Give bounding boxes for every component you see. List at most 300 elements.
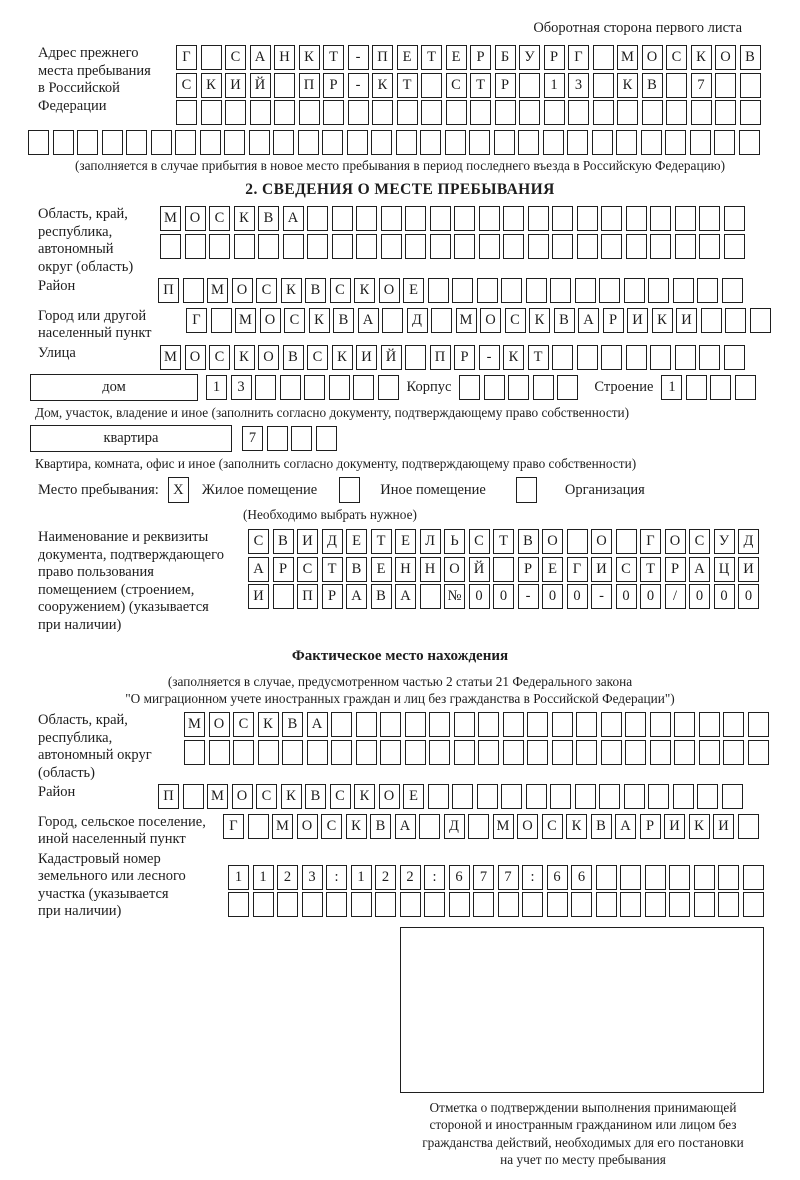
char-box[interactable] bbox=[601, 206, 622, 231]
char-box[interactable]: С bbox=[256, 278, 277, 303]
char-box[interactable] bbox=[739, 130, 760, 155]
char-box[interactable]: У bbox=[519, 45, 540, 70]
char-box[interactable] bbox=[430, 206, 451, 231]
char-box[interactable] bbox=[282, 740, 303, 765]
char-box[interactable]: К bbox=[309, 308, 330, 333]
char-box[interactable] bbox=[567, 130, 588, 155]
char-box[interactable] bbox=[722, 278, 743, 303]
char-box[interactable]: Р bbox=[454, 345, 475, 370]
char-box[interactable]: И bbox=[676, 308, 697, 333]
char-box[interactable] bbox=[519, 73, 540, 98]
char-box[interactable] bbox=[593, 45, 614, 70]
char-box[interactable]: С bbox=[307, 345, 328, 370]
char-box[interactable] bbox=[493, 557, 514, 582]
char-box[interactable]: В bbox=[282, 712, 303, 737]
char-box[interactable]: И bbox=[627, 308, 648, 333]
char-box[interactable] bbox=[420, 584, 441, 609]
char-box[interactable]: К bbox=[529, 308, 550, 333]
char-box[interactable]: О bbox=[542, 529, 563, 554]
char-box[interactable]: 7 bbox=[498, 865, 519, 890]
char-box[interactable] bbox=[743, 865, 764, 890]
char-box[interactable] bbox=[209, 234, 230, 259]
char-box[interactable]: Т bbox=[640, 557, 661, 582]
char-box[interactable]: О bbox=[232, 784, 253, 809]
char-box[interactable]: : bbox=[424, 865, 445, 890]
char-box[interactable]: Й bbox=[250, 73, 271, 98]
char-box[interactable]: О bbox=[232, 278, 253, 303]
char-box[interactable] bbox=[576, 740, 597, 765]
char-box[interactable]: Д bbox=[738, 529, 759, 554]
char-box[interactable]: Т bbox=[470, 73, 491, 98]
char-box[interactable]: К bbox=[689, 814, 710, 839]
char-box[interactable]: 1 bbox=[253, 865, 274, 890]
char-box[interactable] bbox=[273, 130, 294, 155]
char-box[interactable] bbox=[743, 892, 764, 917]
char-box[interactable] bbox=[641, 130, 662, 155]
char-box[interactable]: Р bbox=[544, 45, 565, 70]
char-box[interactable]: К bbox=[354, 784, 375, 809]
char-box[interactable] bbox=[675, 234, 696, 259]
char-box[interactable]: О bbox=[209, 712, 230, 737]
char-box[interactable]: О bbox=[297, 814, 318, 839]
char-box[interactable] bbox=[718, 865, 739, 890]
char-box[interactable]: Д bbox=[322, 529, 343, 554]
char-box[interactable] bbox=[253, 892, 274, 917]
char-box[interactable] bbox=[405, 234, 426, 259]
char-box[interactable]: А bbox=[250, 45, 271, 70]
char-box[interactable] bbox=[575, 278, 596, 303]
char-box[interactable]: О bbox=[379, 784, 400, 809]
char-box[interactable]: Е bbox=[446, 45, 467, 70]
char-box[interactable] bbox=[519, 100, 540, 125]
char-box[interactable]: 2 bbox=[400, 865, 421, 890]
char-box[interactable] bbox=[699, 740, 720, 765]
char-box[interactable]: С bbox=[233, 712, 254, 737]
char-box[interactable] bbox=[332, 234, 353, 259]
char-box[interactable]: И bbox=[664, 814, 685, 839]
char-box[interactable] bbox=[468, 814, 489, 839]
char-box[interactable] bbox=[699, 206, 720, 231]
char-box[interactable] bbox=[209, 740, 230, 765]
char-box[interactable]: 0 bbox=[542, 584, 563, 609]
char-box[interactable] bbox=[431, 308, 452, 333]
char-box[interactable] bbox=[470, 100, 491, 125]
char-box[interactable]: - bbox=[518, 584, 539, 609]
char-box[interactable]: И bbox=[297, 529, 318, 554]
char-box[interactable] bbox=[378, 375, 399, 400]
char-box[interactable] bbox=[273, 584, 294, 609]
char-box[interactable] bbox=[738, 814, 759, 839]
char-box[interactable] bbox=[527, 740, 548, 765]
char-box[interactable]: М bbox=[456, 308, 477, 333]
char-box[interactable] bbox=[326, 892, 347, 917]
char-box[interactable]: М bbox=[207, 278, 228, 303]
char-box[interactable] bbox=[449, 892, 470, 917]
char-box[interactable] bbox=[258, 234, 279, 259]
char-box[interactable]: И bbox=[713, 814, 734, 839]
char-box[interactable]: № bbox=[444, 584, 465, 609]
char-box[interactable] bbox=[228, 892, 249, 917]
char-box[interactable]: Б bbox=[495, 45, 516, 70]
char-box[interactable] bbox=[518, 130, 539, 155]
char-box[interactable] bbox=[592, 130, 613, 155]
char-box[interactable]: С bbox=[297, 557, 318, 582]
char-box[interactable]: 6 bbox=[449, 865, 470, 890]
char-box[interactable]: 1 bbox=[351, 865, 372, 890]
char-box[interactable] bbox=[421, 73, 442, 98]
char-box[interactable]: В bbox=[283, 345, 304, 370]
char-box[interactable] bbox=[699, 234, 720, 259]
char-box[interactable]: С bbox=[542, 814, 563, 839]
char-box[interactable]: Е bbox=[403, 784, 424, 809]
char-box[interactable] bbox=[307, 206, 328, 231]
char-box[interactable] bbox=[645, 892, 666, 917]
char-box[interactable]: 1 bbox=[661, 375, 682, 400]
char-box[interactable] bbox=[686, 375, 707, 400]
char-box[interactable] bbox=[274, 73, 295, 98]
char-box[interactable] bbox=[503, 740, 524, 765]
char-box[interactable] bbox=[494, 130, 515, 155]
char-box[interactable]: К bbox=[281, 784, 302, 809]
char-box[interactable]: Ь bbox=[444, 529, 465, 554]
char-box[interactable] bbox=[356, 712, 377, 737]
char-box[interactable]: С bbox=[616, 557, 637, 582]
char-box[interactable]: Р bbox=[518, 557, 539, 582]
char-box[interactable] bbox=[501, 278, 522, 303]
char-box[interactable] bbox=[380, 712, 401, 737]
char-box[interactable] bbox=[421, 100, 442, 125]
char-box[interactable] bbox=[599, 784, 620, 809]
char-box[interactable]: А bbox=[283, 206, 304, 231]
char-box[interactable] bbox=[323, 100, 344, 125]
char-box[interactable] bbox=[479, 206, 500, 231]
char-box[interactable] bbox=[175, 130, 196, 155]
char-box[interactable]: С bbox=[225, 45, 246, 70]
char-box[interactable] bbox=[267, 426, 288, 451]
char-box[interactable]: А bbox=[615, 814, 636, 839]
char-box[interactable] bbox=[508, 375, 529, 400]
char-box[interactable]: 1 bbox=[206, 375, 227, 400]
char-box[interactable] bbox=[211, 308, 232, 333]
char-box[interactable] bbox=[750, 308, 771, 333]
char-box[interactable]: - bbox=[479, 345, 500, 370]
char-box[interactable] bbox=[522, 892, 543, 917]
char-box[interactable]: : bbox=[326, 865, 347, 890]
char-box[interactable]: В bbox=[591, 814, 612, 839]
char-box[interactable] bbox=[452, 784, 473, 809]
char-box[interactable] bbox=[617, 100, 638, 125]
char-box[interactable]: Р bbox=[470, 45, 491, 70]
char-box[interactable]: А bbox=[689, 557, 710, 582]
char-box[interactable] bbox=[626, 206, 647, 231]
char-box[interactable]: К bbox=[281, 278, 302, 303]
char-box[interactable] bbox=[454, 206, 475, 231]
char-box[interactable] bbox=[697, 278, 718, 303]
char-box[interactable]: М bbox=[184, 712, 205, 737]
char-box[interactable]: О bbox=[185, 345, 206, 370]
char-box[interactable] bbox=[298, 130, 319, 155]
char-box[interactable] bbox=[714, 130, 735, 155]
char-box[interactable]: Н bbox=[274, 45, 295, 70]
char-box[interactable] bbox=[650, 345, 671, 370]
char-box[interactable] bbox=[331, 740, 352, 765]
char-box[interactable]: Е bbox=[395, 529, 416, 554]
char-box[interactable] bbox=[650, 712, 671, 737]
char-box[interactable] bbox=[258, 740, 279, 765]
char-box[interactable] bbox=[577, 234, 598, 259]
char-box[interactable] bbox=[501, 784, 522, 809]
char-box[interactable] bbox=[552, 712, 573, 737]
char-box[interactable] bbox=[620, 865, 641, 890]
char-box[interactable]: С bbox=[209, 345, 230, 370]
char-box[interactable] bbox=[250, 100, 271, 125]
char-box[interactable]: К bbox=[258, 712, 279, 737]
char-box[interactable] bbox=[478, 712, 499, 737]
char-box[interactable] bbox=[428, 784, 449, 809]
char-box[interactable] bbox=[626, 234, 647, 259]
char-box[interactable]: К bbox=[354, 278, 375, 303]
char-box[interactable]: 2 bbox=[277, 865, 298, 890]
char-box[interactable]: 0 bbox=[567, 584, 588, 609]
char-box[interactable]: 0 bbox=[469, 584, 490, 609]
char-box[interactable] bbox=[601, 345, 622, 370]
char-box[interactable]: Р bbox=[665, 557, 686, 582]
char-box[interactable] bbox=[381, 206, 402, 231]
char-box[interactable] bbox=[160, 234, 181, 259]
char-box[interactable]: - bbox=[348, 45, 369, 70]
char-box[interactable] bbox=[650, 740, 671, 765]
char-box[interactable]: С bbox=[209, 206, 230, 231]
char-box[interactable] bbox=[430, 234, 451, 259]
char-box[interactable]: О bbox=[517, 814, 538, 839]
char-box[interactable]: Г bbox=[640, 529, 661, 554]
char-box[interactable]: Й bbox=[469, 557, 490, 582]
char-box[interactable] bbox=[552, 740, 573, 765]
char-box[interactable]: М bbox=[160, 345, 181, 370]
char-box[interactable]: И bbox=[738, 557, 759, 582]
char-box[interactable] bbox=[648, 278, 669, 303]
char-box[interactable] bbox=[428, 278, 449, 303]
char-box[interactable]: Т bbox=[397, 73, 418, 98]
char-box[interactable] bbox=[224, 130, 245, 155]
char-box[interactable] bbox=[201, 45, 222, 70]
char-box[interactable] bbox=[372, 100, 393, 125]
char-box[interactable]: Н bbox=[395, 557, 416, 582]
char-box[interactable] bbox=[690, 130, 711, 155]
char-box[interactable]: Г bbox=[176, 45, 197, 70]
char-box[interactable] bbox=[225, 100, 246, 125]
char-box[interactable]: С bbox=[505, 308, 526, 333]
char-box[interactable]: 1 bbox=[228, 865, 249, 890]
char-box[interactable] bbox=[599, 278, 620, 303]
char-box[interactable]: 0 bbox=[616, 584, 637, 609]
char-box[interactable] bbox=[280, 375, 301, 400]
char-box[interactable]: М bbox=[160, 206, 181, 231]
char-box[interactable] bbox=[550, 278, 571, 303]
char-box[interactable] bbox=[533, 375, 554, 400]
char-box[interactable] bbox=[601, 234, 622, 259]
char-box[interactable] bbox=[307, 234, 328, 259]
char-box[interactable] bbox=[396, 130, 417, 155]
char-box[interactable] bbox=[748, 712, 769, 737]
char-box[interactable]: В bbox=[642, 73, 663, 98]
char-box[interactable]: К bbox=[234, 206, 255, 231]
char-box[interactable] bbox=[715, 73, 736, 98]
char-box[interactable] bbox=[694, 892, 715, 917]
char-box[interactable]: Р bbox=[495, 73, 516, 98]
char-box[interactable]: Р bbox=[273, 557, 294, 582]
char-box[interactable] bbox=[575, 784, 596, 809]
char-box[interactable] bbox=[571, 892, 592, 917]
char-box[interactable]: В bbox=[370, 814, 391, 839]
char-box[interactable] bbox=[356, 740, 377, 765]
char-box[interactable]: : bbox=[522, 865, 543, 890]
char-box[interactable] bbox=[593, 73, 614, 98]
checkbox-organizatsiya[interactable] bbox=[516, 477, 537, 503]
char-box[interactable]: С bbox=[284, 308, 305, 333]
char-box[interactable] bbox=[675, 206, 696, 231]
char-box[interactable]: В bbox=[273, 529, 294, 554]
char-box[interactable]: М bbox=[493, 814, 514, 839]
char-box[interactable] bbox=[380, 740, 401, 765]
char-box[interactable] bbox=[185, 234, 206, 259]
char-box[interactable] bbox=[484, 375, 505, 400]
char-box[interactable] bbox=[601, 712, 622, 737]
char-box[interactable]: 0 bbox=[714, 584, 735, 609]
char-box[interactable] bbox=[304, 375, 325, 400]
char-box[interactable] bbox=[302, 892, 323, 917]
char-box[interactable]: С bbox=[469, 529, 490, 554]
char-box[interactable] bbox=[547, 892, 568, 917]
char-box[interactable]: Т bbox=[421, 45, 442, 70]
char-box[interactable]: К bbox=[691, 45, 712, 70]
char-box[interactable] bbox=[740, 100, 761, 125]
char-box[interactable] bbox=[675, 345, 696, 370]
char-box[interactable]: К bbox=[617, 73, 638, 98]
char-box[interactable] bbox=[503, 234, 524, 259]
char-box[interactable] bbox=[429, 740, 450, 765]
char-box[interactable]: С bbox=[248, 529, 269, 554]
char-box[interactable]: П bbox=[372, 45, 393, 70]
char-box[interactable] bbox=[234, 234, 255, 259]
char-box[interactable]: К bbox=[503, 345, 524, 370]
char-box[interactable] bbox=[255, 375, 276, 400]
char-box[interactable] bbox=[452, 278, 473, 303]
char-box[interactable] bbox=[735, 375, 756, 400]
char-box[interactable] bbox=[674, 712, 695, 737]
char-box[interactable] bbox=[648, 784, 669, 809]
char-box[interactable] bbox=[666, 100, 687, 125]
char-box[interactable] bbox=[249, 130, 270, 155]
char-box[interactable] bbox=[701, 308, 722, 333]
char-box[interactable]: И bbox=[225, 73, 246, 98]
char-box[interactable] bbox=[495, 100, 516, 125]
char-box[interactable]: В bbox=[518, 529, 539, 554]
char-box[interactable] bbox=[498, 892, 519, 917]
char-box[interactable] bbox=[400, 892, 421, 917]
char-box[interactable] bbox=[697, 784, 718, 809]
char-box[interactable]: И bbox=[356, 345, 377, 370]
char-box[interactable]: К bbox=[332, 345, 353, 370]
char-box[interactable]: Ц bbox=[714, 557, 735, 582]
char-box[interactable]: С bbox=[330, 784, 351, 809]
char-box[interactable] bbox=[329, 375, 350, 400]
char-box[interactable] bbox=[53, 130, 74, 155]
char-box[interactable]: А bbox=[395, 584, 416, 609]
char-box[interactable]: П bbox=[430, 345, 451, 370]
char-box[interactable]: 6 bbox=[547, 865, 568, 890]
char-box[interactable]: П bbox=[297, 584, 318, 609]
char-box[interactable]: / bbox=[665, 584, 686, 609]
char-box[interactable] bbox=[673, 784, 694, 809]
char-box[interactable] bbox=[405, 712, 426, 737]
char-box[interactable]: Р bbox=[323, 73, 344, 98]
char-box[interactable] bbox=[748, 740, 769, 765]
char-box[interactable]: Т bbox=[322, 557, 343, 582]
char-box[interactable]: 0 bbox=[738, 584, 759, 609]
char-box[interactable]: Е bbox=[542, 557, 563, 582]
char-box[interactable]: В bbox=[371, 584, 392, 609]
char-box[interactable] bbox=[274, 100, 295, 125]
char-box[interactable]: Г bbox=[567, 557, 588, 582]
char-box[interactable] bbox=[596, 865, 617, 890]
char-box[interactable]: К bbox=[346, 814, 367, 839]
char-box[interactable] bbox=[454, 740, 475, 765]
char-box[interactable] bbox=[666, 73, 687, 98]
char-box[interactable] bbox=[446, 100, 467, 125]
char-box[interactable]: С bbox=[666, 45, 687, 70]
char-box[interactable] bbox=[722, 784, 743, 809]
char-box[interactable]: 7 bbox=[691, 73, 712, 98]
char-box[interactable] bbox=[642, 100, 663, 125]
char-box[interactable] bbox=[725, 308, 746, 333]
char-box[interactable] bbox=[356, 206, 377, 231]
char-box[interactable] bbox=[673, 278, 694, 303]
char-box[interactable] bbox=[356, 234, 377, 259]
char-box[interactable] bbox=[674, 740, 695, 765]
char-box[interactable]: К bbox=[372, 73, 393, 98]
char-box[interactable]: В bbox=[554, 308, 575, 333]
char-box[interactable] bbox=[479, 234, 500, 259]
char-box[interactable]: О bbox=[185, 206, 206, 231]
char-box[interactable]: П bbox=[158, 278, 179, 303]
char-box[interactable]: Н bbox=[420, 557, 441, 582]
char-box[interactable] bbox=[625, 740, 646, 765]
char-box[interactable]: М bbox=[235, 308, 256, 333]
char-box[interactable]: 0 bbox=[493, 584, 514, 609]
char-box[interactable] bbox=[503, 712, 524, 737]
char-box[interactable]: О bbox=[258, 345, 279, 370]
char-box[interactable] bbox=[616, 130, 637, 155]
char-box[interactable] bbox=[429, 712, 450, 737]
char-box[interactable] bbox=[699, 345, 720, 370]
char-box[interactable]: У bbox=[714, 529, 735, 554]
char-box[interactable] bbox=[645, 865, 666, 890]
char-box[interactable]: 3 bbox=[568, 73, 589, 98]
char-box[interactable] bbox=[503, 206, 524, 231]
char-box[interactable] bbox=[459, 375, 480, 400]
char-box[interactable]: С bbox=[176, 73, 197, 98]
char-box[interactable]: О bbox=[715, 45, 736, 70]
char-box[interactable] bbox=[397, 100, 418, 125]
char-box[interactable]: Е bbox=[403, 278, 424, 303]
char-box[interactable] bbox=[331, 712, 352, 737]
char-box[interactable] bbox=[126, 130, 147, 155]
char-box[interactable]: А bbox=[307, 712, 328, 737]
char-box[interactable] bbox=[381, 234, 402, 259]
char-box[interactable] bbox=[526, 278, 547, 303]
char-box[interactable] bbox=[650, 234, 671, 259]
